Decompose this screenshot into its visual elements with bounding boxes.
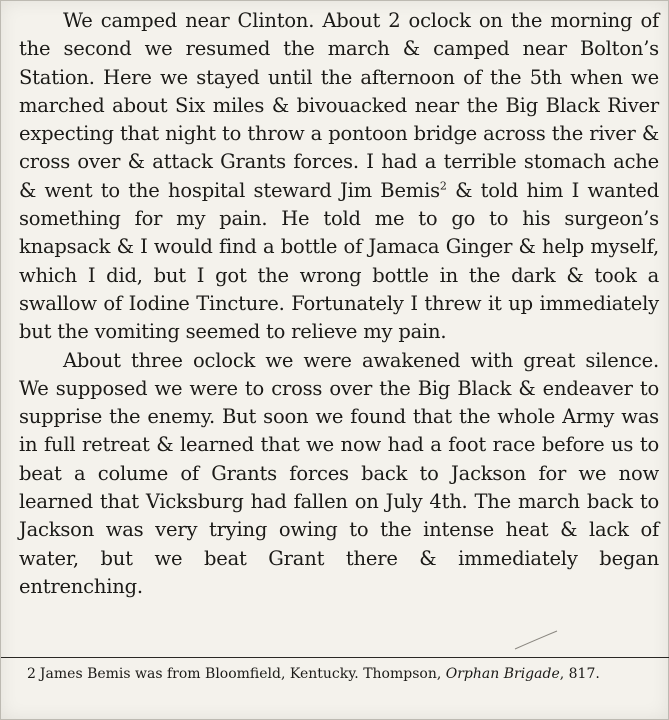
paragraph-text: & told him I wanted something for my pain. He told me to go to his surgeon’s knapsack & I would find a bottle of Jamaca Ginger & help myself, which I did, but I got the wrong bottle in the dark & took a swallow of Iodine Tincture. Fortunately I threw it up immediately but the vomiting seemed to relieve my pain.: [19, 178, 659, 344]
footnote-divider: [1, 657, 669, 658]
paragraph-text: We camped near Clinton. About 2 oclock on the morning of the second we resumed the march & camped near Bolton’s Station. Here we stayed until the afternoon of the 5th when we marched about Six miles & bivouacked near the Big Black River expecting that night to throw a pontoon bridge across the river & cross over & attack Grants forces. I had a terrible stomach ache & went to the hospital steward Jim Bemis: [19, 9, 659, 202]
footnote-reference: 2: [439, 179, 447, 193]
paragraph-1: [19, 7, 659, 347]
footnote-number: 2: [27, 666, 36, 682]
paragraph-2: [19, 347, 659, 602]
pencil-mark-icon: [513, 629, 559, 651]
footnote-title: Orphan Brigade: [445, 666, 560, 682]
body-text: [19, 7, 659, 601]
footnote-text-after: , 817.: [559, 666, 600, 682]
footnote-text-before: James Bemis was from Bloomfield, Kentucky. Thompson,: [39, 666, 446, 682]
footnote: [27, 663, 657, 686]
paragraph-text: About three oclock we were awakened with great silence. We supposed we were to cross over the Big Black & endeaver to supprise the enemy. But soon we found that the whole Army was in full retreat & learned that we now had a foot race before us to beat a colume of Grants forces back to Jackson for we now learned that Vicksburg had fallen on July 4th. The march back to Jackson was very trying owing to the intense heat & lack of water, but we beat Grant there & immediately began entrenching.: [19, 348, 659, 598]
